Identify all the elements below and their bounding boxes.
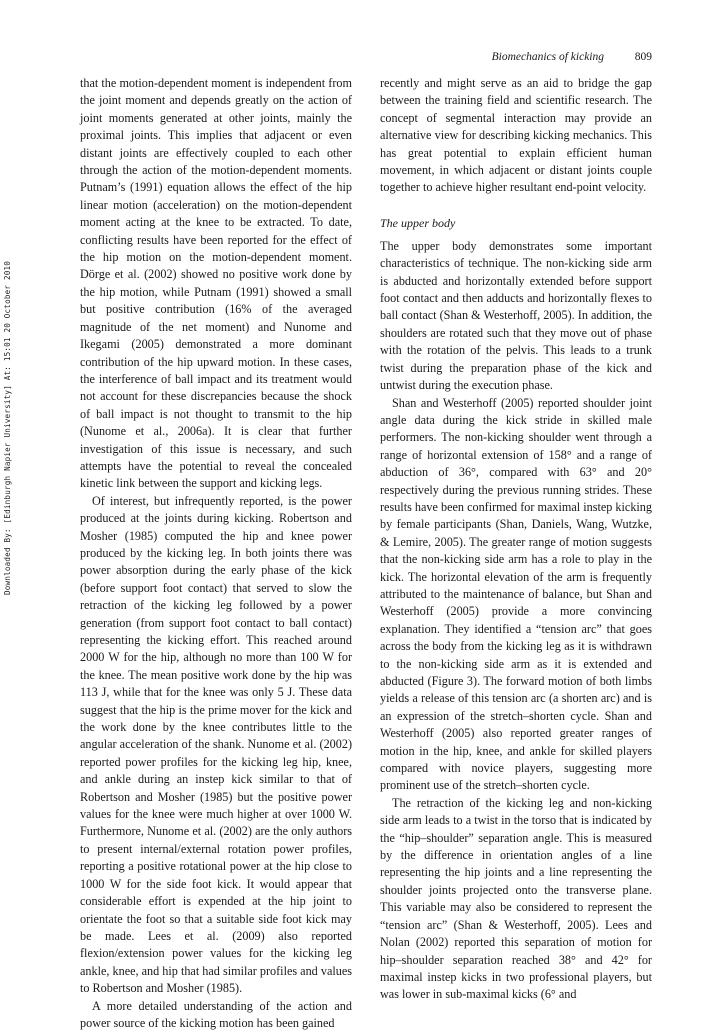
body-paragraph: The upper body demonstrates some important characteristics of technique. The non-kicking side arm is abducted and horizontally extended before support foot contact and then adducts and horizontally flexes to ball contact (Shan & Westerhoff, 2005). In addition, the shoulders are rotated such that they move out of phase with the rotation of the pelvis. This leads to a trunk twist during the preparation phase of the kick and untwist during the execution phase.	[380, 238, 652, 393]
body-paragraph: Of interest, but infrequently reported, is the power produced at the joints during kicking. Robertson and Mosher (1985) computed the hip and knee power produced by the kicking leg. In both joints there was power absorption during the early phase of the kick (before support foot contact) that served to slow the retraction of the kicking leg followed by a power generation (from support foot contact to ball contact) representing the kicking effort. This reached around 2000 W for the hip, although no more than 100 W for the knee. The mean positive work done by the hip was 113 J, while that for the knee was only 5 J. These data suggest that the hip is the prime mover for the kick and the work done by the knee contributes little to the angular acceleration of the shank. Nunome et al. (2002) reported power profiles for the kicking leg hip, knee, and ankle during an instep kick similar to that of Robertson and Mosher (1985) but the positive power values for the knee were much higher at over 1000 W. Furthermore, Nunome et al. (2002) are the only authors to present internal/external rotation power profiles, reporting a positive rotational power at the hip close to 1000 W for the side foot kick. It would appear that considerable effort is expended at the hip joint to orientate the foot so that a suitable side foot kick may be made. Lees et al. (2009) also reported flexion/extension power values for the kicking leg ankle, knee, and hip that had similar profiles and values to Robertson and Mosher (1985).	[80, 493, 352, 996]
download-watermark: Downloaded By: [Edinburgh Napier University] At: 15:01 20 October 2010	[3, 260, 12, 595]
right-column	[380, 75, 652, 1004]
section-heading: The upper body	[380, 215, 456, 230]
running-head-title: Biomechanics of kicking	[491, 51, 604, 63]
body-paragraph: A more detailed understanding of the action and power source of the kicking motion has been gained	[80, 998, 352, 1030]
body-paragraph: recently and might serve as an aid to bridge the gap between the training field and scientific research. The concept of segmental interaction may provide an alternative view for describing kicking mechanics. This has great potential to explain efficient human movement, in which adjacent or distant joints couple together to achieve higher resultant end-point velocity.	[380, 76, 652, 195]
body-paragraph: The retraction of the kicking leg and non-kicking side arm leads to a twist in the torso that is indicated by the “hip–shoulder” separation angle. This is measured by the difference in orientation angles of a line representing the hip joints and a line representing the shoulder joints projected onto the transverse plane. This variable may also be considered to represent the “tension arc” (Shan & Westerhoff, 2005). Lees and Nolan (2002) reported this separation of motion for hip–shoulder separation reached 38° and 42° for maximal instep kicks in two professional players, but was lower in sub-maximal kicks (6° and	[380, 795, 652, 1002]
left-column	[80, 75, 352, 1032]
page-number: 809	[634, 51, 652, 63]
body-paragraph: Shan and Westerhoff (2005) reported shoulder joint angle data during the kick stride in skilled male performers. The non-kicking shoulder went through a range of horizontal extension of 158° and a range of abduction of 36°, compared with 63° and 20° respectively during the previous running strides. These results have been confirmed for maximal instep kicking by female participants (Shan, Daniels, Wang, Wutzke, & Lemire, 2005). The greater range of motion suggests that the non-kicking side arm has a role to play in the kick. The horizontal elevation of the arm is frequently attributed to the maintenance of balance, but Shan and Westerhoff (2005) provide a more convincing explanation. They identified a “tension arc” that goes across the body from the kicking leg as it is withdrawn to the non-kicking side arm as it is extended and abducted (Figure 3). The forward motion of both limbs yields a release of this tension arc (a shorten arc) and is an expression of the stretch–shorten cycle. Shan and Westerhoff (2005) also reported greater ranges of motion in the hip, knee, and ankle for skilled players compared with novice players, suggesting more prominent use of the stretch–shorten cycle.	[380, 395, 652, 793]
body-paragraph: that the motion-dependent moment is independent from the joint moment and depends greatly on the action of joint moments generated at other joints, mainly the proximal joints. This implies that adjacent or even distant joints are effectively coupled to each other through the action of the motion-dependent moments. Putnam’s (1991) equation allows the effect of the hip linear motion (acceleration) on the motion-dependent moment acting at the knee to be extracted. To date, conflicting results have been reported for the effect of the hip motion on the motion-dependent moment. Dörge et al. (2002) showed no positive work done by the hip motion, while Putnam (1991) showed a small but positive contribution (16% of the averaged magnitude of the net moment) and Nunome and Ikegami (2005) demonstrated a more dominant contribution of the hip upward motion. In these cases, the interference of ball impact and its treatment would not account for these discrepancies because the shock of ball impact is not thought to transmit to the hip (Nunome et al., 2006a). It is clear that further investigation of this issue is necessary, and such attempts have the potential to reveal the concealed kinetic link between the support and kicking legs.	[80, 76, 352, 491]
